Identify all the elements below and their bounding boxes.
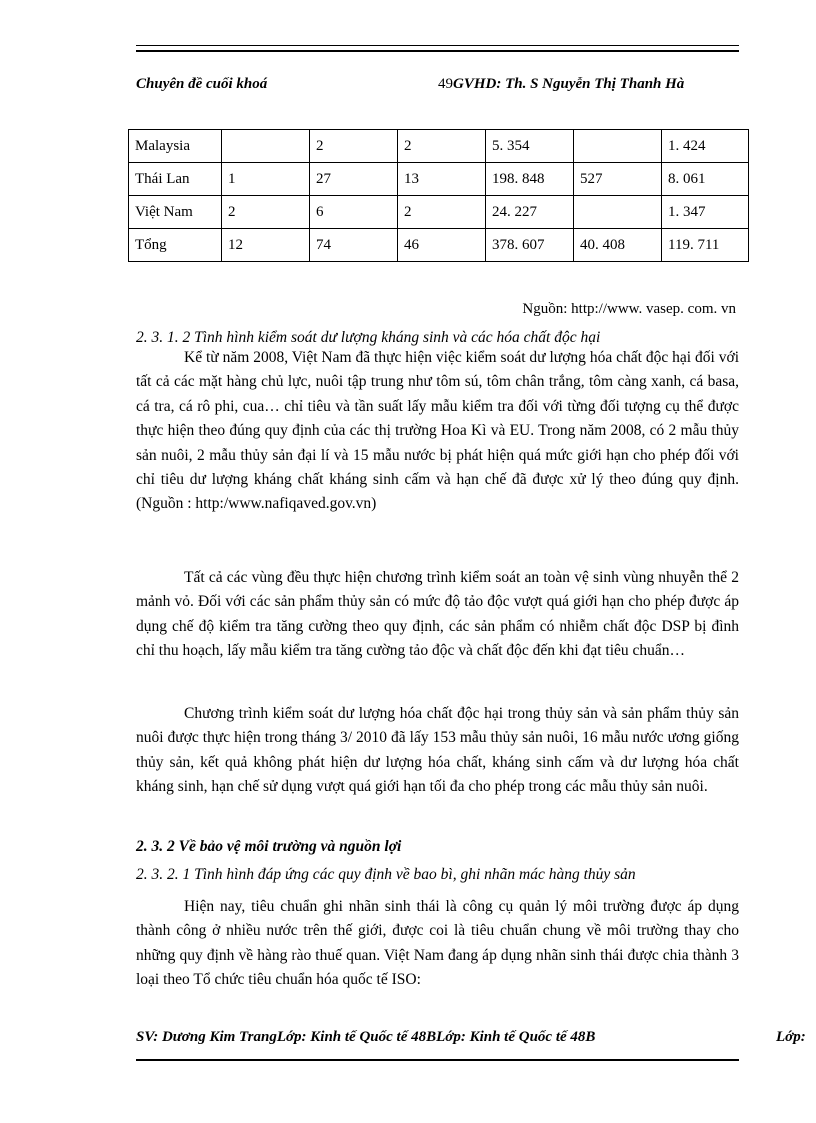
table-row	[129, 130, 749, 163]
table-cell: 2	[398, 130, 486, 163]
table-cell: 198. 848	[486, 163, 574, 196]
header-supervisor	[438, 76, 684, 93]
table-cell: 2	[398, 196, 486, 229]
table-cell: 6	[310, 196, 398, 229]
table-cell: 2	[222, 196, 310, 229]
table-row-total	[129, 229, 749, 262]
table-cell: 1. 347	[662, 196, 749, 229]
table-cell: 27	[310, 163, 398, 196]
footer-class-label: Lớp:	[776, 1029, 806, 1045]
header-rule	[136, 45, 739, 52]
table-row	[129, 196, 749, 229]
table-row	[129, 163, 749, 196]
header-title: Chuyên đề cuối khoá	[136, 76, 268, 92]
table-cell	[222, 130, 310, 163]
table-cell: 1. 424	[662, 130, 749, 163]
table-cell: Thái Lan	[129, 163, 222, 196]
paragraph: Kể từ năm 2008, Việt Nam đã thực hiện việc kiểm soát dư lượng hóa chất độc hại đối với tất cả các mặt hàng chủ lực, nuôi tập trung như tôm sú, tôm chân trắng, tôm càng xanh, cá basa, cá tra, cá rô phi, cua… chỉ tiêu và tần suất lấy mẫu kiểm tra đối với từng đối tượng cụ thể được thực hiện theo đúng quy định của các thị trường Hoa Kì và EU. Trong năm 2008, có 2 mẫu thủy sản nuôi, 2 mẫu thủy sản đại lí và 15 mẫu nước bị phát hiện quá mức giới hạn cho phép đối với chỉ tiêu dư lượng kháng chất kháng sinh cấm và hạn chế đã được xử lý theo đúng quy định. (Nguồn : http:/www.nafiqaved.gov.vn)	[136, 349, 739, 513]
table-cell: 24. 227	[486, 196, 574, 229]
table-cell: 5. 354	[486, 130, 574, 163]
table-cell: 12	[222, 229, 310, 262]
statistics-table	[128, 129, 749, 262]
table-cell: 527	[574, 163, 662, 196]
table-cell: 119. 711	[662, 229, 749, 262]
section-heading-2-3-2: 2. 3. 2 Về bảo vệ môi trường và nguồn lợi	[136, 838, 402, 855]
table-cell: 8. 061	[662, 163, 749, 196]
table-cell: 378. 607	[486, 229, 574, 262]
table-cell: Malaysia	[129, 130, 222, 163]
footer-rule	[136, 1059, 739, 1061]
table-cell: 1	[222, 163, 310, 196]
section-heading-2-3-1-2: 2. 3. 1. 2 Tình hình kiểm soát dư lượng kháng sinh và các hóa chất độc hại	[136, 329, 601, 346]
page-number: 49	[438, 76, 453, 92]
supervisor-name: GVHD: Th. S Nguyễn Thị Thanh Hà	[453, 76, 685, 92]
table-cell: Tổng	[129, 229, 222, 262]
table-cell: 46	[398, 229, 486, 262]
table-cell: Việt Nam	[129, 196, 222, 229]
paragraph: Chương trình kiểm soát dư lượng hóa chất độc hại trong thủy sản và sản phẩm thủy sản nuôi được thực hiện trong tháng 3/ 2010 đã lấy 153 mẫu thủy sản nuôi, 16 mẫu nước ương giống thủy sản, kết quả không phát hiện dư lượng hóa chất, kháng sinh cấm và dư lượng hóa chất kháng sinh, hạn chế sử dụng vượt quá giới hạn tối đa cho phép trong các mẫu thủy sản nuôi.	[136, 705, 739, 796]
section-heading-2-3-2-1: 2. 3. 2. 1 Tình hình đáp ứng các quy định về bao bì, ghi nhãn mác hàng thủy sản	[136, 866, 636, 883]
table-cell: 74	[310, 229, 398, 262]
table-source: Nguồn: http://www. vasep. com. vn	[522, 301, 736, 317]
table-cell: 2	[310, 130, 398, 163]
footer-student: SV: Dương Kim TrangLớp: Kinh tế Quốc tế 48BLớp: Kinh tế Quốc tế 48B	[136, 1029, 596, 1045]
paragraph: Tất cả các vùng đều thực hiện chương trình kiểm soát an toàn vệ sinh vùng nhuyễn thể 2 mảnh vỏ. Đối với các sản phẩm thủy sản có mức độ tảo độc vượt quá giới hạn cho phép được áp dụng chế độ kiểm tra tăng cường theo quy định, các sản phẩm có nhiễm chất độc DSP bị đình chỉ thu hoạch, lấy mẫu kiểm tra tăng cường tảo độc và chất độc đến khi đạt tiêu chuẩn…	[136, 569, 739, 660]
table-cell	[574, 130, 662, 163]
paragraph: Hiện nay, tiêu chuẩn ghi nhãn sinh thái là công cụ quản lý môi trường được áp dụng thành công ở nhiều nước trên thế giới, được coi là tiêu chuẩn chung về môi trường thay cho những quy định về hàng rào thuế quan. Việt Nam đang áp dụng nhãn sinh thái được chia thành 3 loại theo Tổ chức tiêu chuẩn hóa quốc tế ISO:	[136, 898, 739, 989]
table-cell: 13	[398, 163, 486, 196]
table-cell: 40. 408	[574, 229, 662, 262]
table-cell	[574, 196, 662, 229]
